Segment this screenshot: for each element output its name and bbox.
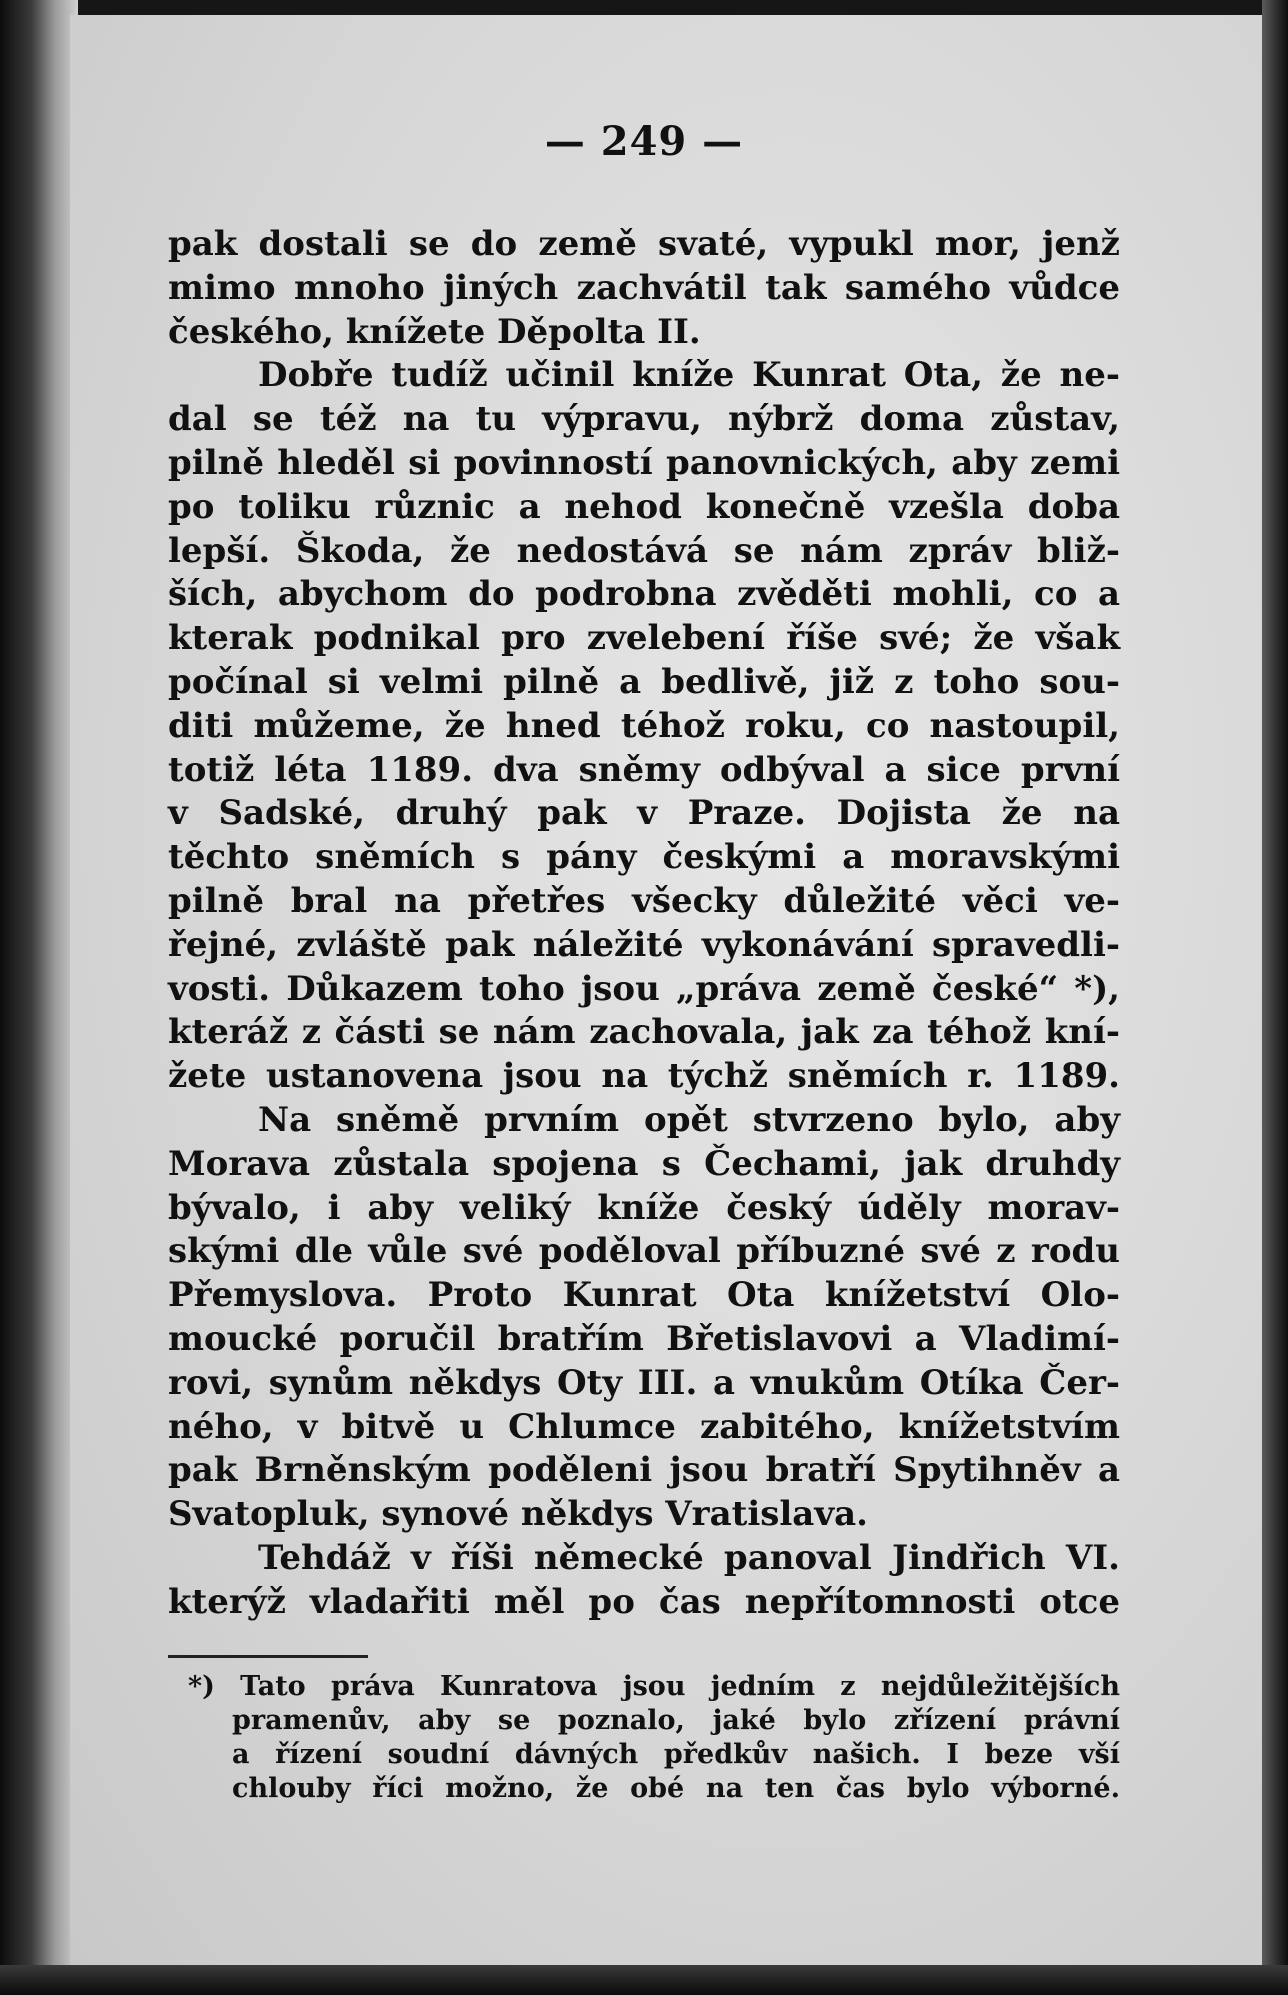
text-line: vosti. Důkazem toho jsou „práva země české“ *), <box>168 968 1120 1009</box>
text-line: Přemyslova. Proto Kunrat Ota knížetství Olo- <box>168 1275 1120 1316</box>
text-line: těchto sněmích s pány českými a moravskými <box>168 837 1120 878</box>
text-line: dal se též na tu výpravu, nýbrž doma zůstav, <box>168 399 1120 440</box>
footnote-line: pramenův, aby se poznalo, jaké bylo zřízení právní <box>232 1705 1120 1736</box>
footnote-rule <box>168 1655 368 1658</box>
text-line: pak Brněnským poděleni jsou bratří Spytihněv a <box>168 1450 1120 1491</box>
text-line: kteráž z části se nám zachovala, jak za téhož kní- <box>168 1012 1120 1053</box>
text-line: ších, abychom do podrobna zvěděti mohli, co a <box>168 574 1120 615</box>
footnote-line: *) Tato práva Kunratova jsou jedním z nejdůležitějších <box>188 1671 1120 1702</box>
text-line: ného, v bitvě u Chlumce zabitého, knížetstvím <box>168 1406 1120 1447</box>
text-line: Morava zůstala spojena s Čechami, jak druhdy <box>168 1143 1120 1184</box>
text-line: skými dle vůle své poděloval příbuzné své z rodu <box>168 1231 1120 1272</box>
text-line: po toliku různic a nehod konečně vzešla doba <box>168 486 1120 527</box>
text-line: rovi, synům někdys Oty III. a vnukům Otíka Čer- <box>168 1362 1120 1403</box>
text-line: bývalo, i aby veliký kníže český úděly morav- <box>168 1187 1120 1228</box>
text-line: Tehdáž v říši německé panoval Jindřich VI. <box>258 1537 1120 1578</box>
page-number: — 249 — <box>544 118 744 165</box>
text-line: moucké poručil bratřím Břetislavovi a Vladimí- <box>168 1318 1120 1359</box>
page-edge-bottom <box>0 1965 1288 1995</box>
body-text <box>168 223 1120 1625</box>
text-line: žete ustanovena jsou na týchž sněmích r. 1189. <box>168 1056 1120 1097</box>
text-line: diti můžeme, že hned téhož roku, co nastoupil, <box>168 705 1120 746</box>
text-line: pilně bral na přetřes všecky důležité věci ve- <box>168 880 1120 921</box>
footnote-line: chlouby říci možno, že obé na ten čas bylo výborné. <box>232 1773 1120 1804</box>
text-line: kterýž vladařiti měl po čas nepřítomnosti otce <box>168 1581 1120 1622</box>
text-line: lepší. Škoda, že nedostává se nám zpráv bliž- <box>168 530 1120 571</box>
text-line: počínal si velmi pilně a bedlivě, již z toho sou- <box>168 661 1120 702</box>
text-line: Svatopluk, synové někdys Vratislava. <box>168 1494 868 1535</box>
page-edge-right <box>1262 0 1288 1995</box>
footnote <box>188 1670 1120 1806</box>
text-line: totiž léta 1189. dva sněmy odbýval a sice první <box>168 749 1120 790</box>
text-line: pak dostali se do země svaté, vypukl mor, jenž <box>168 224 1120 264</box>
text-line: Dobře tudíž učinil kníže Kunrat Ota, že ne- <box>258 355 1120 396</box>
book-spine-shadow <box>0 0 78 1995</box>
text-line: českého, knížete Děpolta II. <box>168 311 701 352</box>
text-line: mimo mnoho jiných zachvátil tak samého vůdce <box>168 267 1120 308</box>
text-line: řejné, zvláště pak náležité vykonávání spravedli- <box>168 924 1120 965</box>
text-line: kterak podnikal pro zvelebení říše své; že však <box>168 618 1120 659</box>
text-line: pilně hleděl si povinností panovnických, aby zemi <box>168 442 1120 483</box>
text-line: v Sadské, druhý pak v Praze. Dojista že na <box>168 793 1120 834</box>
footnote-line: a řízení soudní dávných předkův našich. I beze vší <box>232 1739 1120 1770</box>
text-line: Na sněmě prvním opět stvrzeno bylo, aby <box>258 1099 1120 1140</box>
